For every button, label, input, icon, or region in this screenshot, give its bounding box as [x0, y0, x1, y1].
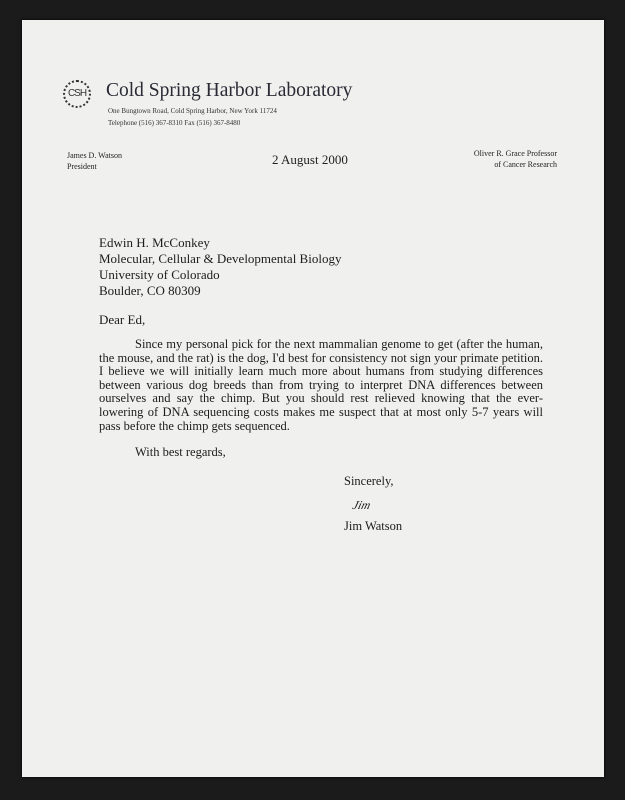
phone-fax: Telephone (516) 367-8310 Fax (516) 367-8480	[108, 119, 241, 127]
letter-page	[22, 20, 604, 777]
csh-logo-icon	[63, 80, 91, 108]
letter-body	[99, 338, 543, 534]
recipient-line: University of Colorado	[99, 267, 220, 282]
signer-name: Jim Watson	[344, 519, 403, 534]
recipient-line: Molecular, Cellular & Developmental Biology	[99, 251, 342, 266]
regards: With best regards,	[135, 445, 226, 460]
body-paragraph: Since my personal pick for the next mammalian genome to get (after the human, the mouse, and the rat) is the dog, I'd best for consistency not sign your primate petition. I believe we will initially learn much more about humans from studying differences between various dog breeds than from trying to interpret DNA differences between ourselves and say the chimp. But you should rest relieved knowing that the ever-lowering of DNA sequencing costs makes me suspect that at most only 5-7 years will pass before the chimp gets sequenced.	[99, 337, 543, 433]
salutation: Dear Ed,	[99, 312, 146, 327]
letter-date: 2 August 2000	[272, 152, 348, 167]
recipient-line: Boulder, CO 80309	[99, 283, 201, 298]
recipient-line: Edwin H. McConkey	[99, 235, 210, 250]
closing: Sincerely,	[344, 474, 394, 489]
logo-text: CSH	[67, 88, 87, 99]
signature: Jim	[351, 498, 373, 513]
organization-name: Cold Spring Harbor Laboratory	[106, 80, 353, 101]
sender-title: President	[67, 162, 97, 171]
chair-title-2: of Cancer Research	[494, 160, 557, 169]
address: One Bungtown Road, Cold Spring Harbor, New York 11724	[108, 107, 277, 115]
sender-name: James D. Watson	[67, 151, 122, 160]
chair-title-1: Oliver R. Grace Professor	[473, 149, 557, 158]
